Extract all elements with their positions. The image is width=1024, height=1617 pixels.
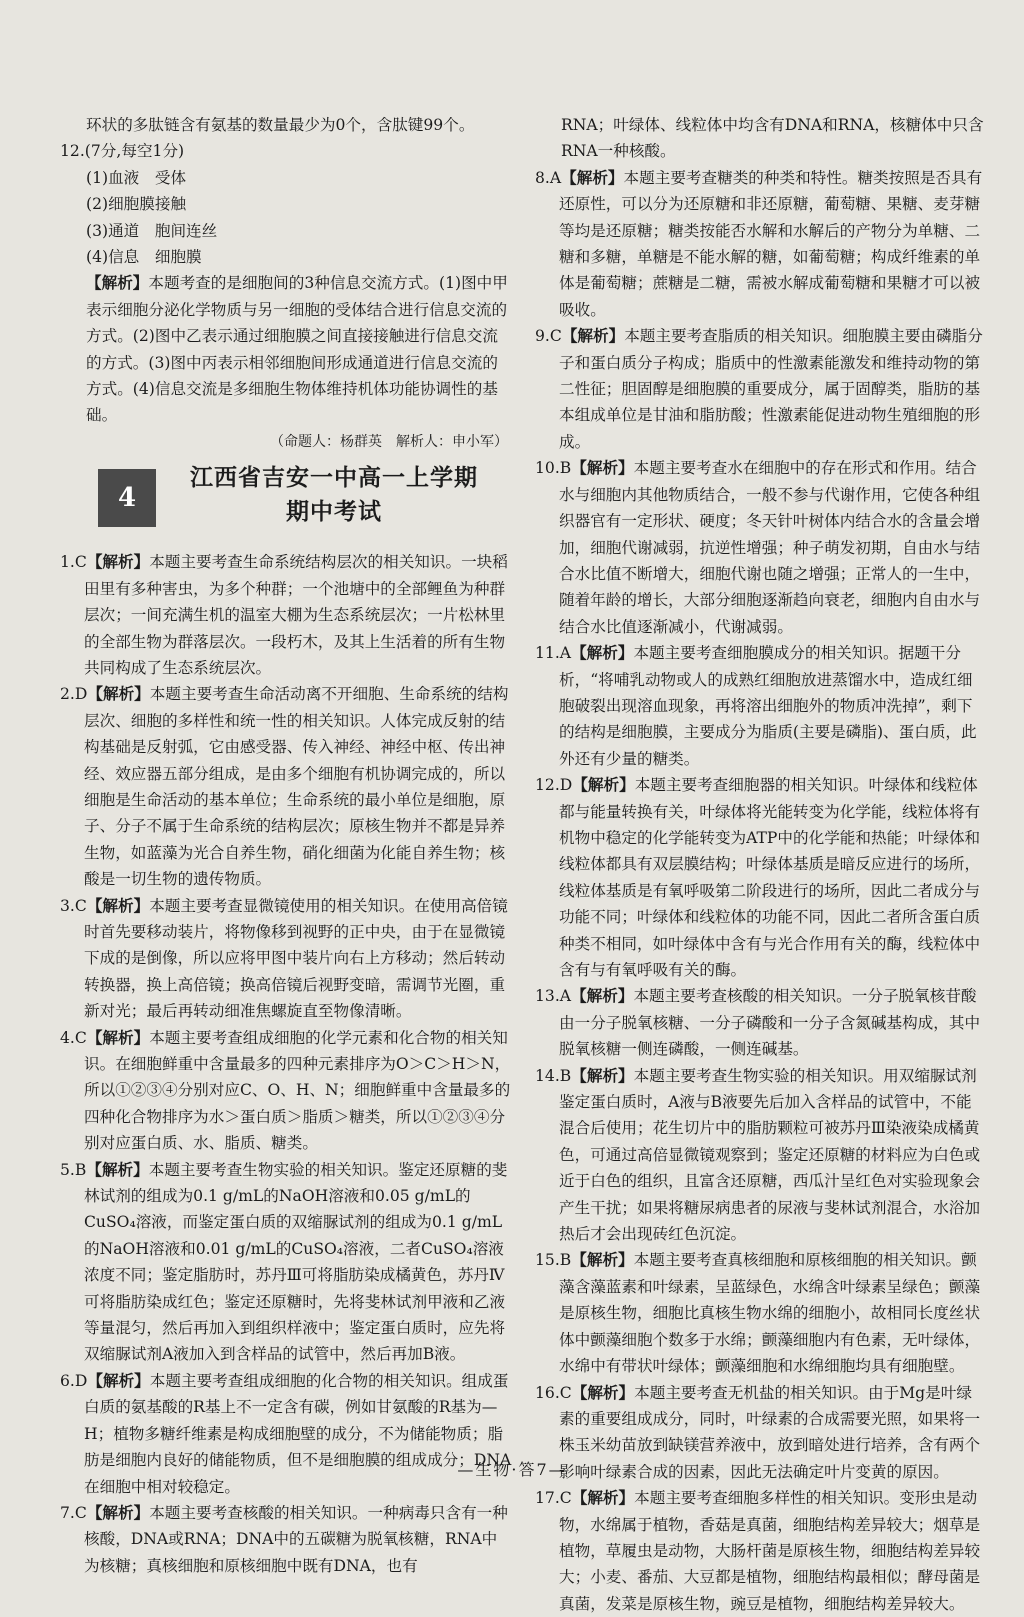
right-column (535, 112, 987, 1617)
answer-item: 17.C【解析】本题主要考查细胞多样性的相关知识。变形虫是动物，水绵属于植物，香菇是真菌，细胞结构差异较大；烟草是植物，草履虫是动物，大肠杆菌是原核生物，细胞结构差异较大；小麦、番茄、大豆都是植物，细胞结构最相似；酵母菌是真菌，发菜是原核生物，豌豆是植物，细胞结构差异较大。 (535, 1488, 981, 1613)
carryover-text: 环状的多肽链含有氨基的数量最少为0个，含肽键99个。 (86, 116, 475, 134)
q12-answer-1: (1)血液 受体 (86, 168, 187, 187)
answer-item: 11.A【解析】本题主要考查细胞膜成分的相关知识。据题干分析，“将哺乳动物或人的成熟红细胞放进蒸馏水中，造成红细胞破裂出现溶血现象，再将溶出细胞外的物质冲洗掉”，剩下的结构是细胞膜，主要成分为脂质(主要是磷脂)、蛋白质，此外还有少量的糖类。 (535, 643, 977, 768)
answer-item: 3.C【解析】本题主要考查显微镜使用的相关知识。在使用高倍镜时首先要移动装片，将物像移到视野的正中央，由于在显微镜下成的是倒像，所以应将甲图中装片向右上方移动；然后转动转换器，换上高倍镜；换高倍镜后视野变暗，需调节光圈，重新对光；最后再转动细准焦螺旋直至物像清晰。 (60, 895, 508, 1021)
answer-item: 16.C【解析】本题主要考查无机盐的相关知识。由于Mg是叶绿素的重要组成成分，同时，叶绿素的合成需要光照，如果将一株玉米幼苗放到缺镁营养液中，放到暗处进行培养，含有两个影响叶绿素合成的因素，因此无法确定叶片变黄的原因。 (535, 1382, 981, 1481)
answer-item: 10.B【解析】本题主要考查水在细胞中的存在形式和作用。结合水与细胞内其他物质结合，一般不参与代谢作用，它使各种组织器官有一定形状、硬度；冬天针叶树体内结合水的含量会增加，细胞代谢减弱，抗逆性增强；种子萌发初期，自由水与结合水比值不断增大，细胞代谢也随之增强；正常人的一生中，随着年龄的增长，大部分细胞逐渐趋向衰老，细胞内自由水与结合水比值逐渐减小，代谢减弱。 (535, 458, 981, 636)
answer-item: 8.A【解析】本题主要考查糖类的种类和特性。糖类按照是否具有还原性，可以分为还原糖和非还原糖，葡萄糖、果糖、麦芽糖等均是还原糖；糖类按能否水解和水解后的产物分为单糖、二糖和多糖，单糖是不能水解的糖，如葡萄糖；构成纤维素的单体是葡萄糖；蔗糖是二糖，需被水解成葡萄糖和果糖才可以被吸收。 (535, 167, 983, 319)
carryover-text: RNA；叶绿体、线粒体中均含有DNA和RNA，核糖体中只含RNA一种核酸。 (561, 116, 984, 161)
answer-item: 5.B【解析】本题主要考查生物实验的相关知识。鉴定还原糖的斐林试剂的组成为0.1 g/mL的NaOH溶液和0.05 g/mL的CuSO₄溶液，而鉴定蛋白质的双缩脲试剂的组成为0.1 g/mL的NaOH溶液和0.01 g/mL的CuSO₄溶液，二者CuSO₄溶液浓度不同；鉴定脂肪时，苏丹Ⅲ可将脂肪染成橘黄色，苏丹Ⅳ可将脂肪染成红色；鉴定还原糖时，先将斐林试剂甲液和乙液等量混匀，然后再加入到组织样液中；鉴定蛋白质时，应先将双缩脲试剂A液加入到含样品的试管中，然后再加B液。 (60, 1159, 508, 1364)
answer-item: 7.C【解析】本题主要考查核酸的相关知识。一种病毒只含有一种核酸，DNA或RNA；DNA中的五碳糖为脱氧核糖，RNA中为核糖；真核细胞和原核细胞中既有DNA，也有 (60, 1502, 508, 1575)
left-column (60, 112, 512, 1579)
q12-explanation: 【解析】本题考查的是细胞间的3种信息交流方式。(1)图中甲表示细胞分泌化学物质与另一细胞的受体结合进行信息交流的方式。(2)图中乙表示通过细胞膜之间直接接触进行信息交流的方式。(3)图中丙表示相邻细胞间形成通道进行信息交流的方式。(4)信息交流是多细胞生物体维持机体功能协调性的基础。 (86, 273, 508, 425)
answer-item: 13.A【解析】本题主要考查核酸的相关知识。一分子脱氧核苷酸由一分子脱氧核糖、一分子磷酸和一分子含氮碱基构成，其中脱氧核糖一侧连磷酸，一侧连碱基。 (535, 986, 981, 1059)
answer-item: 14.B【解析】本题主要考查生物实验的相关知识。用双缩脲试剂鉴定蛋白质时，A液与B液要先后加入含样品的试管中，不能混合后使用；花生切片中的脂肪颗粒可被苏丹Ⅲ染液染成橘黄色，可通过高倍显微镜观察到；鉴定还原糖的材料应为白色或近于白色的组织，且富含还原糖，西瓜汁呈红色对实验现象会产生干扰；如果将糖尿病患者的尿液与斐林试剂混合，水浴加热后才会出现砖红色沉淀。 (535, 1065, 981, 1244)
section-header (60, 461, 512, 545)
q12-heading: 12.(7分,每空1分) (60, 142, 185, 161)
answer-item: 9.C【解析】本题主要考查脂质的相关知识。细胞膜主要由磷脂分子和蛋白质分子构成；脂质中的性激素能激发和维持动物的第二性征；胆固醇是细胞膜的重要成分，属于固醇类，脂肪的基本组成单位是甘油和脂肪酸；性激素能促进动物生殖细胞的形成。 (535, 326, 983, 451)
credit-line: （命题人：杨群英 解析人：申小军） (270, 433, 508, 450)
answer-item: 4.C【解析】本题主要考查组成细胞的化学元素和化合物的相关知识。在细胞鲜重中含量最多的四种元素排序为O＞C＞H＞N，所以①②③④分别对应C、O、H、N；细胞鲜重中含量最多的四种化合物排序为水＞蛋白质＞脂质＞糖类，所以①②③④分别对应蛋白质、水、脂质、糖类。 (60, 1027, 511, 1153)
section-title: 江西省吉安一中高一上学期 期中考试 (190, 465, 478, 526)
analysis-tag: 【解析】 (86, 273, 149, 293)
answer-item: 15.B【解析】本题主要考查真核细胞和原核细胞的相关知识。颤藻含藻蓝素和叶绿素，呈蓝绿色，水绵含叶绿素呈绿色；颤藻是原核生物，细胞比真核生物水绵的细胞小，故相同长度丝状体中颤藻细胞个数多于水绵；颤藻细胞内有色素，无叶绿体，水绵中有带状叶绿体；颤藻细胞和水绵细胞均具有细胞壁。 (535, 1250, 981, 1376)
answer-item: 6.D【解析】本题主要考查组成细胞的化合物的相关知识。组成蛋白质的氨基酸的R基上不一定含有碳，例如甘氨酸的R基为—H；植物多糖纤维素是构成细胞壁的成分，不为储能物质；脂肪是细胞内良好的储能物质，但不是细胞膜的组成成分；DNA在细胞中相对较稳定。 (60, 1370, 512, 1496)
page-footer: —生物·答7— (457, 1460, 567, 1479)
answer-item: 1.C【解析】本题主要考查生命系统结构层次的相关知识。一块稻田里有多种害虫，为多个种群；一个池塘中的全部鲤鱼为种群层次；一间充满生机的温室大棚为生态系统层次；一片松林里的全部生物为群落层次。一段朽木，及其上生活着的所有生物共同构成了生态系统层次。 (60, 552, 508, 677)
q12-answer-3: (3)通道 胞间连丝 (86, 221, 218, 240)
q12-answer-4: (4)信息 细胞膜 (86, 248, 202, 267)
section-number-badge: 4 (98, 469, 156, 527)
answer-item: 2.D【解析】本题主要考查生命活动离不开细胞、生命系统的结构层次、细胞的多样性和统一性的相关知识。人体完成反射的结构基础是反射弧，它由感受器、传入神经、神经中枢、传出神经、效应器五部分组成，是由多个细胞有机协调完成的，所以细胞是生命活动的基本单位；生命系统的最小单位是细胞，原子、分子不属于生命系统的结构层次；原核生物并不都是异养生物，如蓝藻为光合自养生物，硝化细菌为化能自养生物；核酸是一切生物的遗传物质。 (60, 684, 509, 889)
q12-answer-2: (2)细胞膜接触 (86, 195, 187, 214)
answer-item: 12.D【解析】本题主要考查细胞器的相关知识。叶绿体和线粒体都与能量转换有关，叶绿体将光能转变为化学能，线粒体将有机物中稳定的化学能转变为ATP中的化学能和热能；叶绿体和线粒体都具有双层膜结构；叶绿体基质是暗反应进行的场所，线粒体基质是有氧呼吸第二阶段进行的场所，因此二者成分与功能不同；叶绿体和线粒体的功能不同，因此二者所含蛋白质种类不相同，如叶绿体中含有与光合作用有关的酶，线粒体中含有与有氧呼吸有关的酶。 (535, 775, 981, 979)
